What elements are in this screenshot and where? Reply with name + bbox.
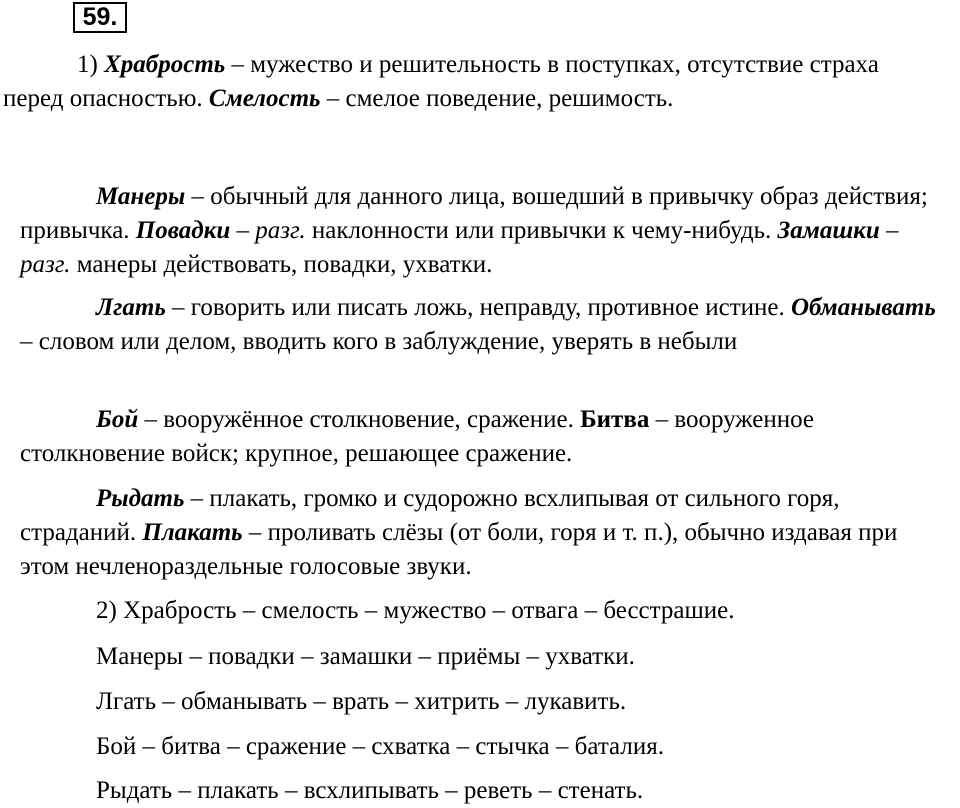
definition-bravery: – мужество и решительность в поступках, отсутствие страха перед опасностью. <box>3 51 879 112</box>
term-habits: Повадки <box>135 217 231 244</box>
definition-mannerisms: манеры действовать, повадки, ухватки. <box>70 251 493 278</box>
definition-manners: – обычный для данного лица, вошедший в привычку образ действия; привычка. <box>20 183 928 244</box>
term-deceive: Обманывать <box>790 294 936 321</box>
term-battle: Битва <box>580 406 650 433</box>
list-number: 1) <box>77 51 98 78</box>
paragraph-lie-definitions <box>20 291 940 359</box>
term-bravery: Храбрость <box>104 51 226 78</box>
paragraph-fight-definitions <box>20 403 940 471</box>
term-mannerisms: Замашки <box>777 217 880 244</box>
synonym-row-lie: Лгать – обманывать – врать – хитрить – лукавить. <box>96 688 627 715</box>
term-sob: Рыдать <box>96 485 185 512</box>
paragraph-bravery-definitions <box>3 48 943 116</box>
term-fight: Бой <box>96 406 139 433</box>
paragraph-manners-definitions <box>20 180 940 282</box>
mark-colloquial: – разг. <box>230 217 306 244</box>
term-cry: Плакать <box>142 519 243 546</box>
definition-battle: – вооруженное столкновение войск; крупное, решающее сражение. <box>20 406 815 467</box>
synonym-row-cry: Рыдать – плакать – всхлипывать – реветь – стенать. <box>96 777 644 804</box>
definition-fight: – вооружённое столкновение, сражение. <box>138 406 581 433</box>
definition-sob: – плакать, громко и судорожно всхлипывая от сильного горя, страданий. <box>20 485 840 546</box>
synonym-row-bravery: 2) Храбрость – смелость – мужество – отвага – бесстрашие. <box>96 597 735 624</box>
synonym-row-fight: Бой – битва – сражение – схватка – стычка – баталия. <box>96 733 664 760</box>
mark-colloquial: – разг. <box>20 217 899 278</box>
definition-lie: – говорить или писать ложь, неправду, противное истине. <box>165 294 791 321</box>
term-manners: Манеры <box>96 183 186 210</box>
exercise-number: 59. <box>73 2 127 33</box>
term-courage: Смелость <box>208 85 321 112</box>
synonym-row-manners: Манеры – повадки – замашки – приёмы – ухватки. <box>96 643 635 670</box>
definition-cry: – проливать слёзы (от боли, горя и т. п.), обычно издавая при этом нечленораздельные голосовые звуки. <box>20 519 898 580</box>
definition-habits: наклонности или привычки к чему-нибудь. <box>305 217 778 244</box>
definition-deceive: – словом или делом, вводить кого в заблуждение, уверять в небыли <box>20 328 738 355</box>
term-lie: Лгать <box>96 294 166 321</box>
paragraph-cry-definitions <box>20 482 940 584</box>
definition-courage: – смелое поведение, решимость. <box>320 85 674 112</box>
